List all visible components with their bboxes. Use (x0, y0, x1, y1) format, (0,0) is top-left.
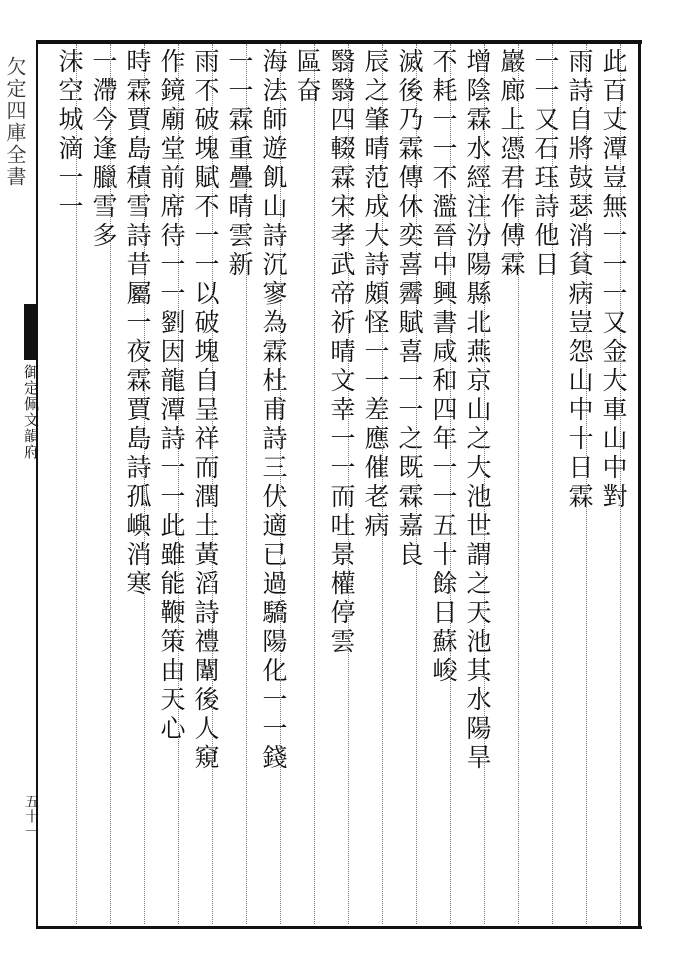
column-rule (450, 44, 451, 924)
fold-center-strip (24, 42, 38, 926)
running-title: 御定佩文韻府 (22, 364, 40, 460)
text-column-11: 海法師遊飢山詩沉寥為霖杜甫詩三伏適已過驕陽化一一錢 (259, 48, 288, 773)
text-column-12: 一一霖重疊晴雲新 (225, 48, 254, 280)
column-rule (76, 44, 77, 924)
text-column-17: 沫空城滴一一 (55, 48, 84, 222)
fishtail-mark (24, 304, 38, 360)
text-column-5: 增陰霖水經注汾陽縣北燕京山之大池世謂之天池其水陽旱 (463, 48, 492, 773)
column-rule (586, 44, 587, 924)
frame-right-border (638, 40, 641, 929)
column-rule (280, 44, 281, 924)
text-column-10: 區奋 (293, 48, 322, 106)
text-column-13: 雨不破塊賦不一一以破塊自呈祥而潤土黃滔詩禮闈後人窺 (191, 48, 220, 773)
text-column-3: 一一又石珏詩他日 (531, 48, 560, 280)
frame-bottom-border (36, 926, 642, 929)
column-rule (552, 44, 553, 924)
text-column-2: 雨詩自將鼓瑟消貧病豈怨山中十日霖 (565, 48, 594, 512)
column-rule (518, 44, 519, 924)
text-column-8: 辰之肇晴范成大詩頗怪一一差應催老病 (361, 48, 390, 541)
margin-text: 欠定四庫全書 (3, 56, 27, 188)
column-rule (212, 44, 213, 924)
column-rule (620, 44, 621, 924)
column-rule (110, 44, 111, 924)
left-margin-strip (0, 0, 27, 976)
column-rule (348, 44, 349, 924)
column-rule (416, 44, 417, 924)
text-column-15: 時霖賈島積雪詩昔屬一夜霖賈島詩孤嶼消寒 (123, 48, 152, 599)
column-rule (314, 44, 315, 924)
text-column-1: 此百丈潭豈無一一一又金大車山中對 (599, 48, 628, 512)
page-number: 五十一 (23, 794, 39, 839)
text-column-4: 巖廊上憑君作傅霖 (497, 48, 526, 280)
column-rule (178, 44, 179, 924)
text-column-14: 作鏡廟堂前席待一一劉因龍潭詩一一此雖能鞭策由天心 (157, 48, 186, 744)
text-column-6: 不耗一一不濫晉中興書咸和四年一一五十餘日蘇峻 (429, 48, 458, 686)
column-rule (144, 44, 145, 924)
column-rule (382, 44, 383, 924)
text-column-16: 一滯今逢臘雪多 (89, 48, 118, 251)
text-column-9: 翳翳四輟霖宋孝武帝祈晴文幸一一而吐景權停雲 (327, 48, 356, 657)
text-column-7: 滅後乃霖傳休奕喜霽賦喜一一之既霖嘉良 (395, 48, 424, 570)
column-rule (246, 44, 247, 924)
column-rule (484, 44, 485, 924)
